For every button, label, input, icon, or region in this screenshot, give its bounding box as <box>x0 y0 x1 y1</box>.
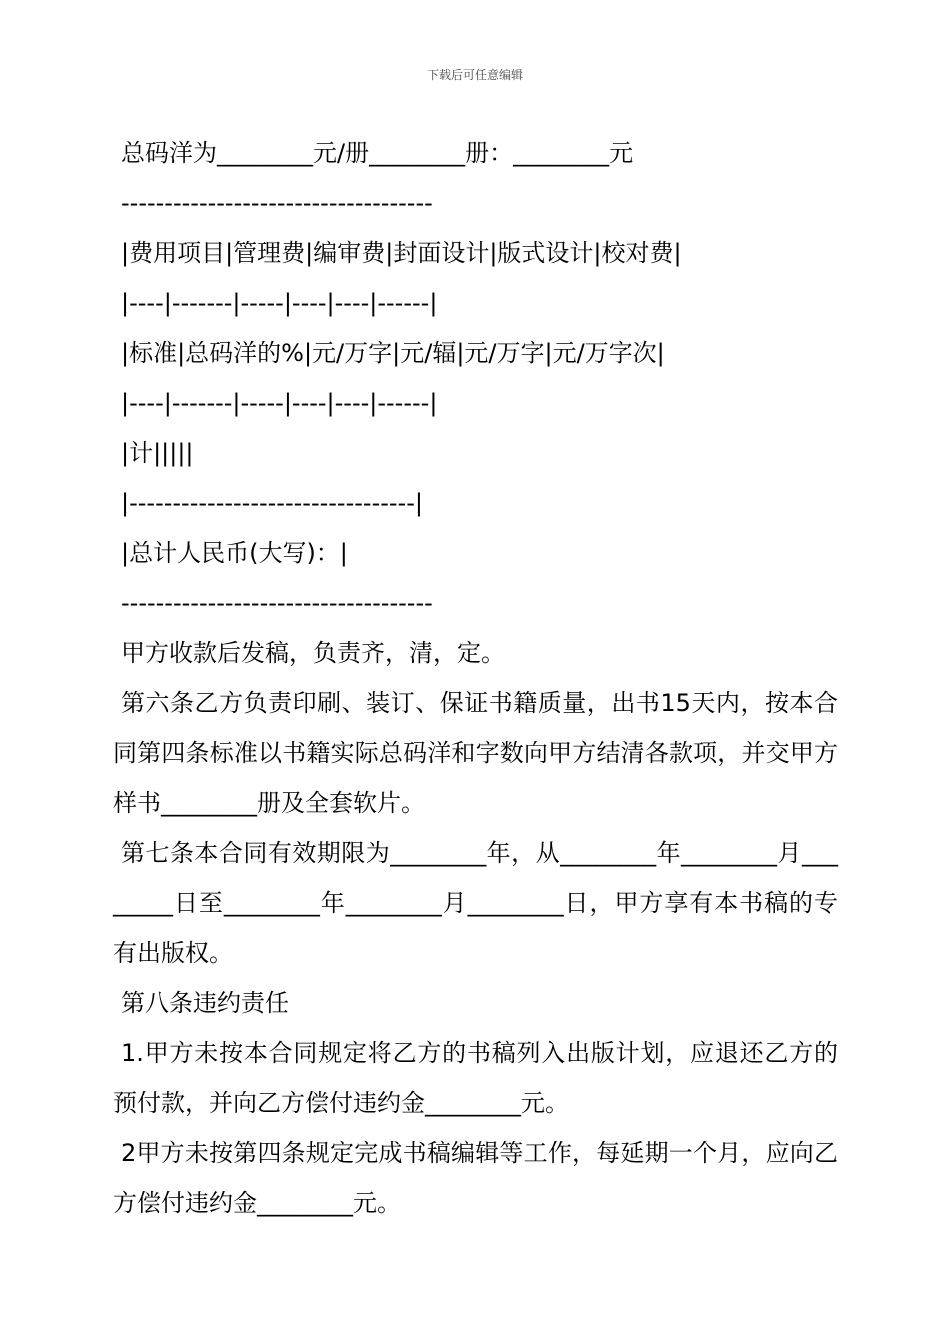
fee-table-calc-row: |计||||| <box>121 439 194 467</box>
fee-table-separator-3: |---------------------------------| <box>121 489 423 517</box>
paragraph-breach-clause-1: 1.甲方未按本合同规定将乙方的书稿列入出版计划，应退还乙方的预付款，并向乙方偿付违约金________元。 <box>113 1039 838 1117</box>
header-note: 下载后可任意编辑 <box>426 68 523 82</box>
paragraph-manuscript-delivery: 甲方收款后发稿，负责齐，清，定。 <box>121 639 505 667</box>
table-border-bottom: ------------------------------------ <box>121 589 433 617</box>
total-price-line: 总码洋为________元/册________册：________元 <box>121 139 634 167</box>
document-body <box>113 128 838 1228</box>
fee-table-separator-1: |----|-------|-----|----|----|------| <box>121 289 438 317</box>
fee-table-total-row: |总计人民币(大写)：| <box>121 539 348 567</box>
fee-table-separator-2: |----|-------|-----|----|----|------| <box>121 389 438 417</box>
paragraph-article-6: 第六条乙方负责印刷、装订、保证书籍质量，出书15天内，按本合同第四条标准以书籍实际总码洋和字数向甲方结清各款项，并交甲方样书________册及全套软片。 <box>113 689 838 817</box>
paragraph-article-8-title: 第八条违约责任 <box>121 989 289 1017</box>
paragraph-article-7: 第七条本合同有效期限为________年，从________年________月________日至________年________月________日，甲方享有本书稿的专有出版权。 <box>113 839 838 967</box>
fee-table-standard-row: |标准|总码洋的%|元/万字|元/辐|元/万字|元/万字次| <box>121 339 665 367</box>
table-border-top: ------------------------------------ <box>121 189 433 217</box>
fee-table-header-row: |费用项目|管理费|编审费|封面设计|版式设计|校对费| <box>121 239 682 267</box>
paragraph-breach-clause-2: 2甲方未按第四条规定完成书稿编辑等工作，每延期一个月，应向乙方偿付违约金________元。 <box>113 1139 838 1217</box>
